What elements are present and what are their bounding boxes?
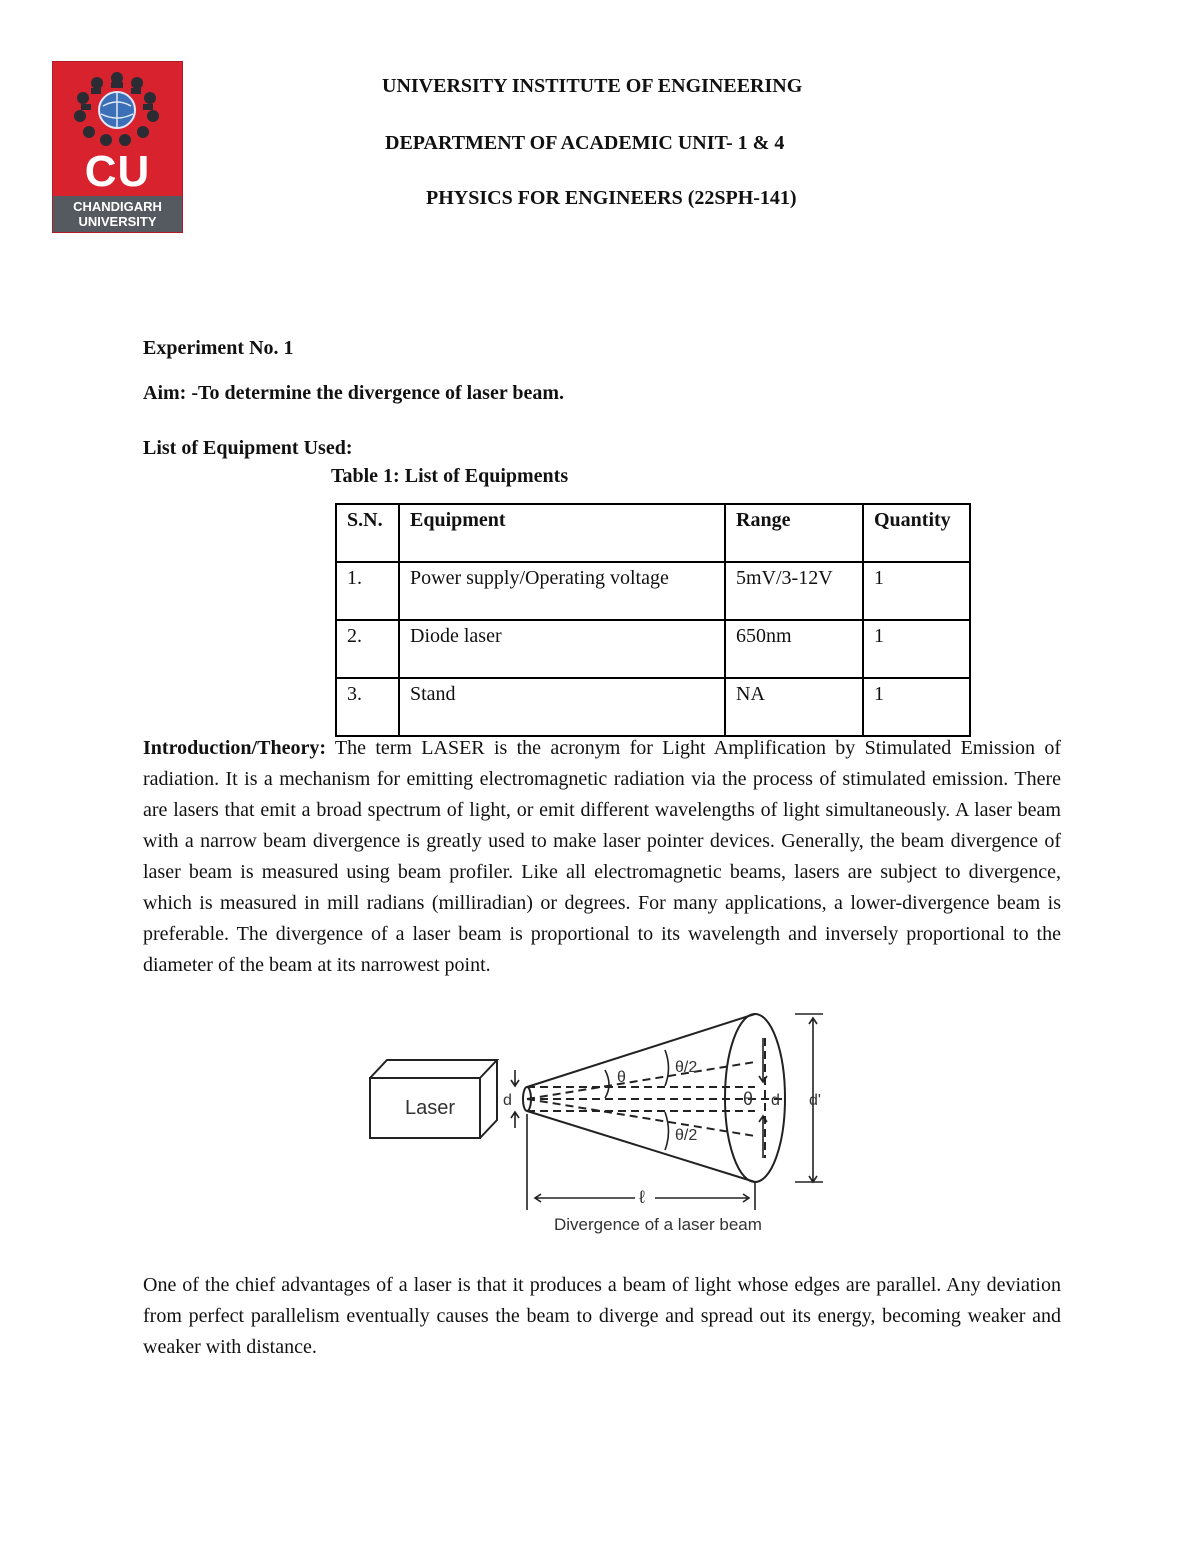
experiment-number [143,336,294,360]
cell-range: 650nm [725,620,863,678]
aim-line [143,381,564,405]
logo-university-line1: CHANDIGARH [73,199,162,214]
end-theta-label: θ [743,1089,754,1109]
beam-upper-edge [527,1014,755,1087]
cell-equipment: Diode laser [399,620,725,678]
table-row [336,678,970,736]
half-theta-top-label: θ/2 [675,1059,698,1076]
table-caption-text: List of Equipments [399,465,569,487]
beam-lower-edge [527,1111,755,1182]
closing-paragraph: One of the chief advantages of a laser is that it produces a beam of light whose edges are parallel. Any deviation from perfect parallelism eventually causes the beam to diverge and spread out its energy, becoming weaker and weaker with distance. [143,1274,1061,1358]
experiment-number-text: Experiment No. 1 [143,337,294,359]
laser-label: Laser [405,1097,456,1119]
cell-quantity: 1 [863,620,970,678]
cell-equipment: Stand [399,678,725,736]
laser-divergence-diagram [365,1010,845,1240]
half-theta-bottom-label: θ/2 [675,1127,698,1144]
cell-sn: 1. [336,562,399,620]
logo-letters: CU [84,147,151,196]
equipment-table [335,503,971,737]
institute-title: UNIVERSITY INSTITUTE OF ENGINEERING [382,75,803,97]
header-sn: S.N. [336,504,399,562]
table-caption [331,464,568,488]
theta-label: θ [617,1069,626,1086]
cell-sn: 3. [336,678,399,736]
cell-equipment: Power supply/Operating voltage [399,562,725,620]
aim-text: To determine the divergence of laser beam. [197,382,565,404]
diagram-caption: Divergence of a laser beam [554,1215,762,1234]
header-quantity: Quantity [863,504,970,562]
length-label: ℓ [639,1187,645,1207]
table-header-row [336,504,970,562]
table-row [336,562,970,620]
small-d-label: d [503,1092,512,1109]
department-title: DEPARTMENT OF ACADEMIC UNIT- 1 & 4 [385,132,785,154]
cell-quantity: 1 [863,678,970,736]
logo-emblem-icon [71,70,164,148]
header-equipment: Equipment [399,504,725,562]
big-d-label: d' [809,1092,821,1109]
theory-text: The term LASER is the acronym for Light Amplification by Stimulated Emission of radiation. It is a mechanism for emitting electromagnetic radiation via the process of stimulated emission. There are lasers that emit a broad spectrum of light, or emit different wavelengths of light simultaneously. A laser beam with a narrow beam divergence is greatly used to make laser pointer devices. Generally, the beam divergence of laser beam is measured using beam profiler. Like all electromagnetic beams, lasers are subject to divergence, which is measured in mill radians (milliradian) or degrees. For many applications, a lower-divergence beam is preferable. The divergence of a laser beam is proportional to its wavelength and inversely proportional to the diameter of the beam at its narrowest point. [143,737,1061,976]
cell-range: NA [725,678,863,736]
equipment-heading [143,436,352,460]
logo-band [53,196,182,232]
theory-label: Introduction/Theory: [143,737,326,759]
university-logo [53,62,182,232]
logo-university-line2: UNIVERSITY [78,214,157,229]
cell-sn: 2. [336,620,399,678]
table-row [336,620,970,678]
cell-range: 5mV/3-12V [725,562,863,620]
equipment-heading-text: List of Equipment Used: [143,437,353,459]
header-range: Range [725,504,863,562]
course-title: PHYSICS FOR ENGINEERS (22SPH-141) [426,187,797,209]
theory-paragraph [143,733,1061,981]
table-caption-number: Table 1: [331,465,400,487]
end-d-label: d [771,1092,780,1109]
cell-quantity: 1 [863,562,970,620]
aim-label: Aim: - [143,382,198,404]
